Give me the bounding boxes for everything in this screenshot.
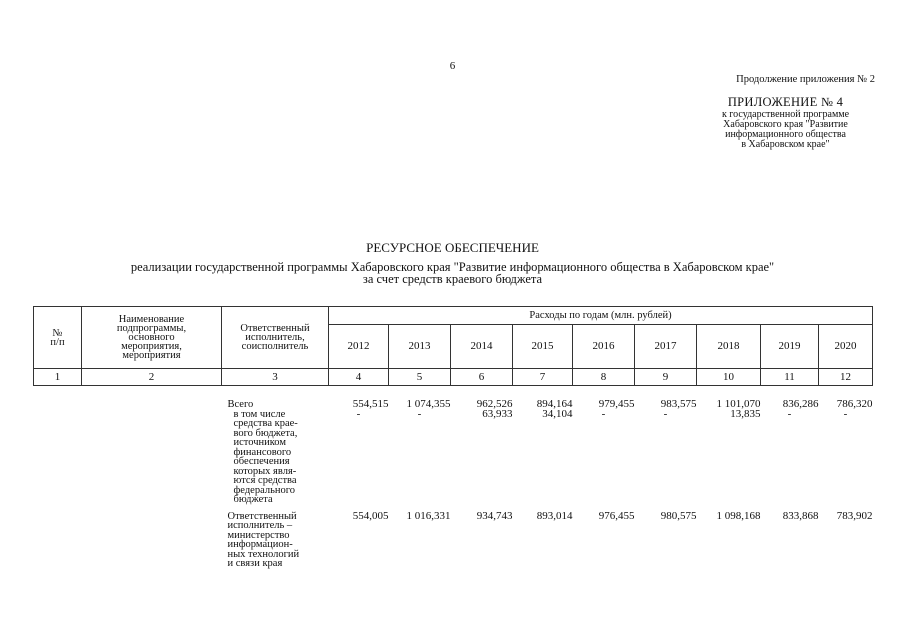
document-subtitle: за счет средств краевого бюджета <box>362 272 543 286</box>
column-number: 2 <box>82 369 222 386</box>
resource-table <box>33 306 873 569</box>
header-year: 2014 <box>451 325 513 369</box>
table-cell: 1 101,070 <box>716 398 761 410</box>
label-line: ных технологий <box>227 548 300 560</box>
header-text: подпрограммы, <box>116 323 187 334</box>
table-cell: 836,286 <box>782 398 819 410</box>
label-line: средства крае- <box>233 418 298 429</box>
column-number: 1 <box>34 369 82 386</box>
document-subtitle: реализации государственной программы Хабаровского края "Развитие информационного общества в Хабаровском крае" <box>130 260 775 274</box>
table-cell: 934,743 <box>476 509 513 522</box>
table-cell: 893,014 <box>536 509 573 522</box>
table-cell: - <box>601 407 606 420</box>
table-cell: 786,320 <box>836 398 873 410</box>
page-number: 6 <box>449 60 456 72</box>
table-cell: 63,933 <box>482 407 513 420</box>
table-cell: 554,005 <box>352 509 389 522</box>
header-executor <box>222 307 329 369</box>
column-number: 12 <box>819 369 873 386</box>
table-cell: 1 016,331 <box>406 509 451 522</box>
table-cell: 983,575 <box>660 398 697 410</box>
label-line: федерального <box>233 484 296 496</box>
appendix-title: ПРИЛОЖЕНИЕ № 4 <box>727 95 844 109</box>
table-cell: 979,455 <box>598 398 635 410</box>
column-number: 9 <box>635 369 697 386</box>
header-number <box>34 307 82 369</box>
header-text: № <box>52 327 63 339</box>
column-number: 10 <box>697 369 761 386</box>
row-label <box>222 512 329 569</box>
table-cell: 833,868 <box>782 509 819 522</box>
table-cell: 34,104 <box>542 407 573 420</box>
table-cell: 1 074,355 <box>406 398 451 410</box>
header-year: 2015 <box>513 325 573 369</box>
table-cell: - <box>417 407 422 420</box>
header-year: 2016 <box>573 325 635 369</box>
column-number: 7 <box>513 369 573 386</box>
header-text: п/п <box>50 336 65 348</box>
label-line: министерство <box>227 529 290 541</box>
table-cell: 976,455 <box>598 509 635 522</box>
continuation-note: Продолжение приложения № 2 <box>736 74 875 85</box>
table-cell: 13,835 <box>730 407 761 420</box>
table-cell: 962,526 <box>476 398 513 410</box>
column-number: 3 <box>222 369 329 386</box>
label-line: вого бюджета, <box>233 427 298 439</box>
document-title: РЕСУРСНОЕ ОБЕСПЕЧЕНИЕ <box>366 240 539 255</box>
table-row <box>34 512 873 569</box>
column-number: 6 <box>451 369 513 386</box>
table-cell: 783,902 <box>836 509 873 522</box>
row-label <box>222 410 329 505</box>
table-cell: - <box>663 407 668 420</box>
appendix-line: Хабаровского края "Развитие <box>723 119 848 130</box>
header-text: мероприятия <box>122 350 181 361</box>
table-cell: 894,164 <box>536 398 573 410</box>
column-number: 11 <box>761 369 819 386</box>
header-year: 2020 <box>819 325 873 369</box>
label-line: источником <box>233 437 286 448</box>
table-cell: 1 098,168 <box>716 509 761 522</box>
header-text: Ответственный <box>240 323 310 334</box>
label-line: обеспечения <box>233 456 290 467</box>
header-expenses: Расходы по годам (млн. рублей) <box>329 307 873 325</box>
table-cell: - <box>787 407 792 420</box>
header-text: мероприятия, <box>121 341 182 352</box>
label-line: финансового <box>233 446 292 458</box>
label-line: и связи края <box>227 558 283 569</box>
appendix-line: к государственной программе <box>721 109 850 120</box>
header-year: 2012 <box>329 325 389 369</box>
header-text: соисполнитель <box>241 341 309 352</box>
column-number: 5 <box>389 369 451 386</box>
label-line: исполнитель – <box>227 520 293 531</box>
header-text: основного <box>128 332 175 343</box>
header-year: 2013 <box>389 325 451 369</box>
appendix-line: в Хабаровском крае" <box>741 139 830 150</box>
header-text: исполнитель, <box>245 332 305 343</box>
label-line: информацион- <box>227 539 293 550</box>
label-line: Всего <box>227 399 254 410</box>
table-cell: - <box>356 407 361 420</box>
label-line: которых явля- <box>233 465 297 477</box>
table-cell: 554,515 <box>352 398 389 410</box>
column-number: 8 <box>573 369 635 386</box>
header-name <box>82 307 222 369</box>
table-row <box>34 410 873 505</box>
appendix-line: информационного общества <box>725 129 846 140</box>
table-cell: 980,575 <box>660 509 697 522</box>
column-number: 4 <box>329 369 389 386</box>
label-line: ются средства <box>233 475 297 486</box>
header-year: 2019 <box>761 325 819 369</box>
header-year: 2018 <box>697 325 761 369</box>
appendix-header <box>688 97 883 150</box>
header-text: Наименование <box>118 314 185 325</box>
label-line: в том числе <box>233 408 286 420</box>
table-cell: - <box>843 407 848 420</box>
label-line: бюджета <box>233 494 273 505</box>
label-line: Ответственный <box>227 510 297 522</box>
header-year: 2017 <box>635 325 697 369</box>
